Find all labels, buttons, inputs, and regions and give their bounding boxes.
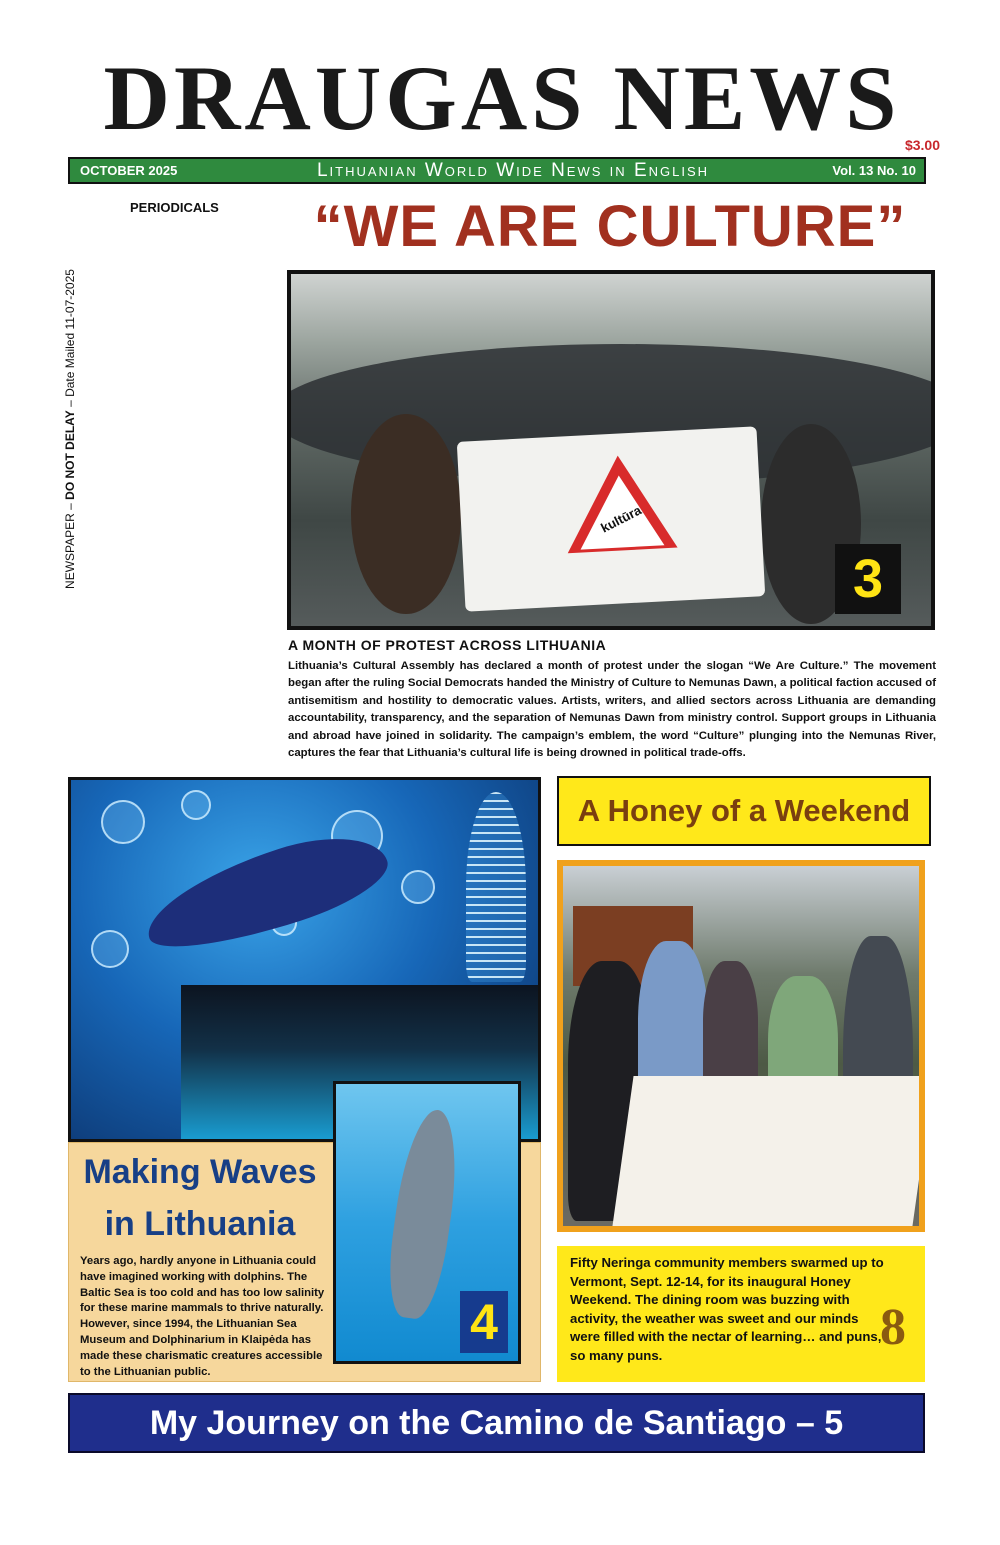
protester-shape <box>351 414 461 614</box>
dolphin-shape <box>136 818 397 967</box>
waves-title-line2: in Lithuania <box>104 1205 296 1243</box>
honey-photo[interactable] <box>557 860 925 1232</box>
volume-label: Vol. 13 No. 10 <box>832 163 916 178</box>
issue-date: OCTOBER 2025 <box>80 163 178 178</box>
lead-story-title: A MONTH OF PROTEST ACROSS LITHUANIA <box>288 637 607 653</box>
date-mailed: – Date Mailed 11-07-2025 <box>63 269 77 411</box>
kultura-banner <box>457 426 765 611</box>
honey-body: Fifty Neringa community members swarmed up to Vermont, Sept. 12-14, for its inaugural Honey Weekend. The dining room was buzzing with activity, the weather was sweet and our minds were filled with the nectar of learning… and puns, so many puns. <box>570 1255 884 1363</box>
waves-title-line1: Making Waves <box>83 1153 317 1191</box>
periodicals-label: PERIODICALS <box>130 200 219 215</box>
lead-headline: “WE ARE CULTURE” <box>313 194 907 259</box>
bubble-shape <box>91 930 129 968</box>
waves-body: Years ago, hardly anyone in Lithuania could have imagined working with dolphins. The Baltic Sea is too cold and has too low salinity for these marine mammals to thrive naturally. However, since 1994, the Lithuanian Sea Museum and Dolphinarium in Klaipėda has made these charismatic creatures accessible to the Lithuanian public. <box>80 1255 325 1378</box>
kultura-word: kultūra <box>598 502 644 536</box>
honey-title[interactable]: A Honey of a Weekend <box>557 776 931 846</box>
do-not-delay: DO NOT DELAY <box>63 410 77 500</box>
honey-page-number[interactable]: 8 <box>880 1299 906 1356</box>
mailing-notice <box>63 259 81 599</box>
table-shape <box>612 1076 919 1226</box>
tagline: Lithuanian World Wide News in English <box>316 159 710 181</box>
dolphin-shape <box>382 1106 466 1322</box>
mailing-prefix: NEWSPAPER – <box>63 499 77 589</box>
bubble-shape <box>181 790 211 820</box>
lead-story-body: Lithuania’s Cultural Assembly has declared a month of protest under the slogan “We Are Culture.” The movement began after the ruling Social Democrats handed the Ministry of Culture to Nemunas Dawn, a political faction accused of antisemitism and hostility to democratic values. Artists, writers, and allied sectors across Lithuania are demanding accountability, transparency, and the separation of Nemunas Dawn from ministry control. Support groups in Lithuania and abroad have joined in solidarity. The campaign’s emblem, the word “Culture” plunging into the Nemunas River, captures the fear that Lithuania’s cultural life is being drowned in political trade-offs. <box>288 660 936 760</box>
price-label: $3.00 <box>904 137 940 153</box>
protest-photo[interactable] <box>287 270 935 630</box>
page-number-badge[interactable]: 4 <box>460 1291 508 1353</box>
bubble-shape <box>101 800 145 844</box>
bubble-shape <box>401 870 435 904</box>
masthead-bar <box>68 157 926 184</box>
dolphin-jump-photo[interactable] <box>333 1081 521 1364</box>
waves-title[interactable] <box>80 1146 320 1250</box>
page-number-badge[interactable]: 3 <box>835 544 901 614</box>
masthead-title: DRAUGAS NEWS <box>103 47 901 149</box>
light-tower-shape <box>466 792 526 982</box>
honey-photo-image <box>563 866 919 1226</box>
camino-banner[interactable]: My Journey on the Camino de Santiago – 5 <box>68 1393 925 1453</box>
